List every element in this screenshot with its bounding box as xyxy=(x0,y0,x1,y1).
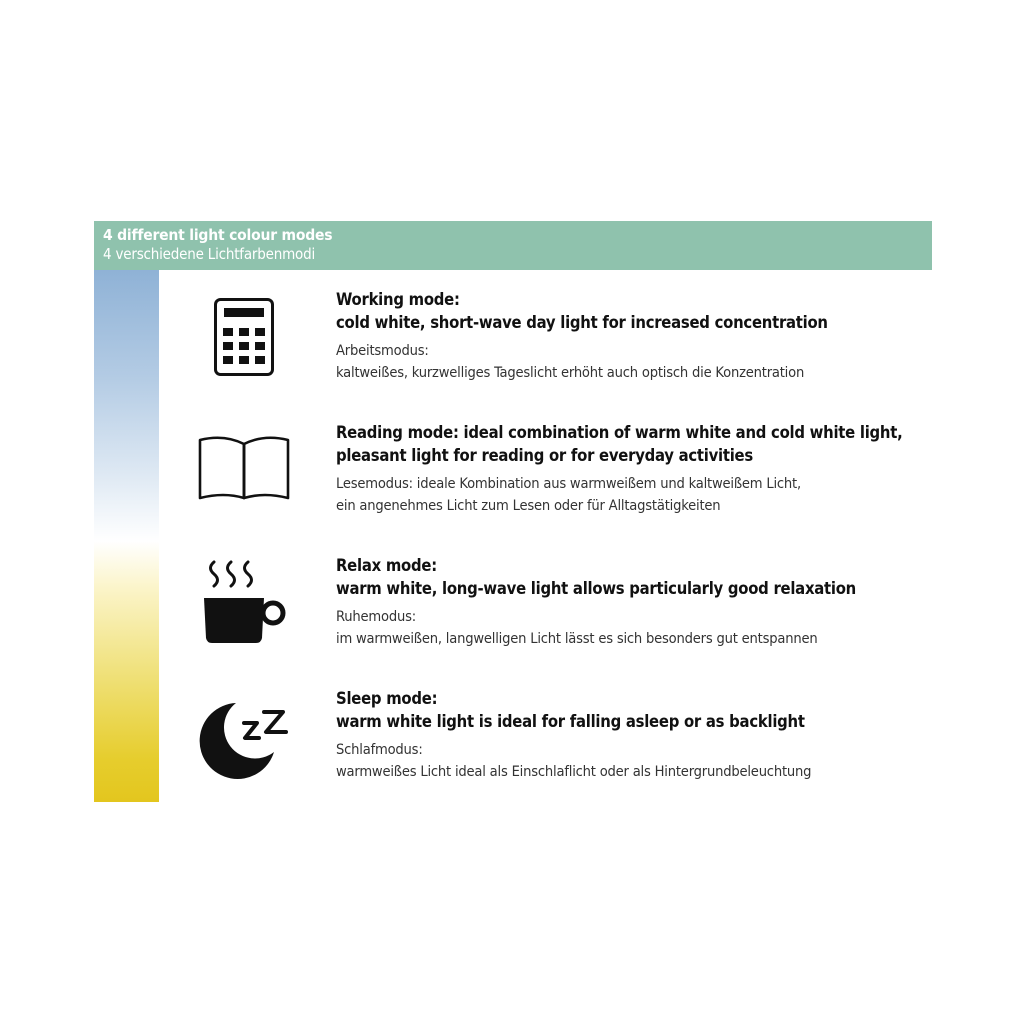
mode-reading-title: Reading mode: ideal combination of warm white and cold white light, xyxy=(336,423,903,442)
header-banner xyxy=(94,221,932,270)
mode-reading xyxy=(336,422,916,517)
mode-reading-description: pleasant light for reading or for everyday activities xyxy=(336,445,753,465)
mode-working-description-de: kaltweißes, kurzwelliges Tageslicht erhöht auch optisch die Konzentration xyxy=(336,364,805,381)
mode-english-text xyxy=(336,688,916,733)
color-temperature-gradient-bar xyxy=(94,270,159,802)
mode-english-text xyxy=(336,422,916,467)
mode-sleep-title-de: Schlafmodus: xyxy=(336,741,423,758)
mode-working xyxy=(336,289,916,384)
mode-relax-description-de: im warmweißen, langwelligen Licht lässt es sich besonders gut entspannen xyxy=(336,630,818,647)
open-book-icon xyxy=(198,436,290,500)
mode-german-text xyxy=(336,606,916,650)
header-subtitle: 4 verschiedene Lichtfarbenmodi xyxy=(103,245,316,263)
mode-german-text xyxy=(336,340,916,384)
calculator-icon xyxy=(214,298,274,376)
mode-sleep xyxy=(336,688,916,783)
coffee-cup-icon xyxy=(202,560,288,646)
mode-working-description: cold white, short-wave day light for increased concentration xyxy=(336,312,828,332)
mode-reading-description-de: ein angenehmes Licht zum Lesen oder für Alltagstätigkeiten xyxy=(336,497,721,514)
mode-relax-title-de: Ruhemodus: xyxy=(336,608,416,625)
mode-german-text xyxy=(336,739,916,783)
mode-sleep-title: Sleep mode: xyxy=(336,689,438,708)
mode-relax xyxy=(336,555,916,650)
mode-reading-title-de: Lesemodus: ideale Kombination aus warmweißem und kaltweißem Licht, xyxy=(336,475,801,492)
mode-english-text xyxy=(336,555,916,600)
mode-english-text xyxy=(336,289,916,334)
mode-relax-title: Relax mode: xyxy=(336,556,437,575)
moon-sleep-icon xyxy=(196,700,292,782)
mode-working-title-de: Arbeitsmodus: xyxy=(336,342,429,359)
mode-relax-description: warm white, long-wave light allows particularly good relaxation xyxy=(336,578,856,598)
header-title: 4 different light colour modes xyxy=(103,226,333,244)
mode-working-title: Working mode: xyxy=(336,290,460,309)
mode-sleep-description-de: warmweißes Licht ideal als Einschlaflicht oder als Hintergrundbeleuchtung xyxy=(336,763,812,780)
mode-german-text xyxy=(336,473,916,517)
mode-sleep-description: warm white light is ideal for falling asleep or as backlight xyxy=(336,711,805,731)
